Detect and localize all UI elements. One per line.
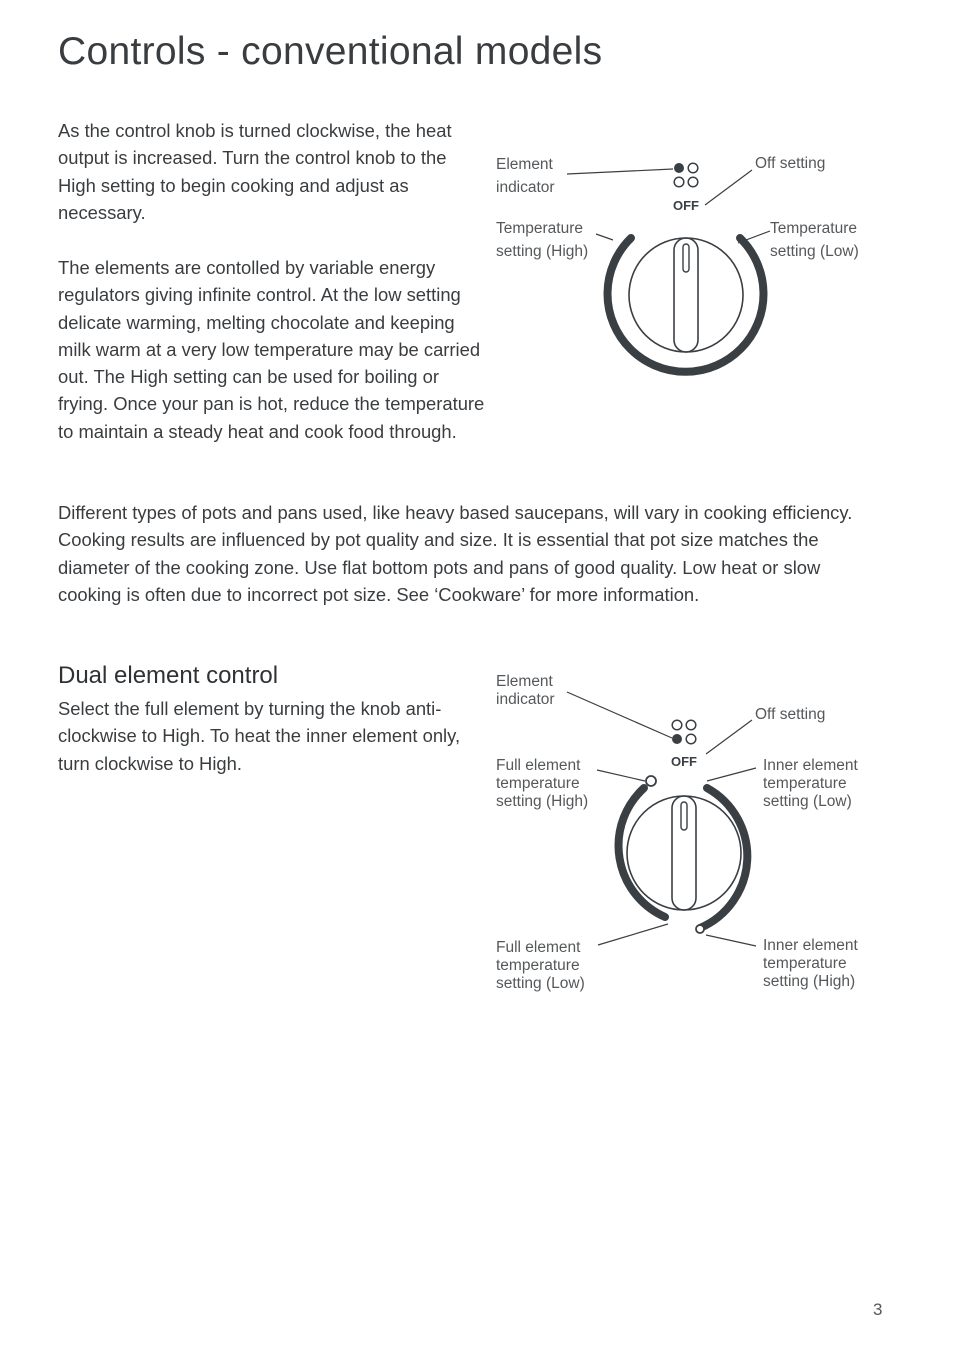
dual-off-setting-leader — [706, 720, 752, 754]
full-element-arc — [619, 788, 665, 917]
page-number: 3 — [873, 1300, 883, 1319]
intro-paragraph-2: The elements are contolled by variable energy regulators giving infinite control. At the low setting delicate warming, melting chocolate and keeping milk warm at a very low temperature may be carried out. The High setting can be used for boiling or frying. Once your pan is hot, reduce the temperature to maintain a steady heat and cook food through. — [58, 257, 485, 442]
full-high-leader — [597, 770, 645, 781]
full-low-leader — [598, 924, 668, 945]
temp-high-label: Temperature setting (High) — [496, 220, 589, 260]
dual-element-indicator-leader — [567, 692, 672, 738]
dual-element-heading: Dual element control — [58, 662, 279, 689]
dual-indicator-dot — [686, 720, 696, 730]
off-setting-label: Off setting — [755, 155, 826, 172]
off-marker: OFF — [673, 198, 699, 213]
dual-knob-body — [627, 796, 741, 910]
dual-indicator-dot-filled — [672, 734, 682, 744]
full-high-marker — [646, 776, 656, 786]
dual-indicator-dot — [672, 720, 682, 730]
temp-low-label: Temperature setting (Low) — [770, 220, 859, 260]
dual-element-indicator-label: Element indicator — [496, 673, 555, 708]
element-indicator-label: Element indicator — [496, 156, 555, 196]
full-low-label: Full element temperature setting (Low) — [496, 939, 585, 992]
dual-off-marker: OFF — [671, 754, 697, 769]
dual-off-setting-label: Off setting — [755, 706, 826, 723]
dual-element-paragraph: Select the full element by turning the knob anti-clockwise to High. To heat the inner element only, turn clockwise to High. — [58, 698, 461, 774]
inner-high-leader — [706, 935, 756, 946]
dual-knob-pointer — [681, 802, 687, 830]
dual-knob-grip — [672, 796, 696, 910]
inner-high-label: Inner element temperature setting (High) — [763, 937, 858, 990]
full-high-label: Full element temperature setting (High) — [496, 757, 589, 810]
intro-paragraph-3: Different types of pots and pans used, like heavy based saucepans, will vary in cooking efficiency. Cooking results are influenced by pot quality and size. It is essential that pot size matches the diameter of the cooking zone. Use flat bottom pots and pans of good quality. Low heat or slow cooking is often due to incorrect pot size. See ‘Cookware’ for more information. — [58, 502, 853, 605]
inner-high-marker — [696, 925, 704, 933]
dual-indicator-dot — [686, 734, 696, 744]
intro-paragraph-1: As the control knob is turned clockwise, the heat output is increased. Turn the control knob to the High setting to begin cooking and adjust as necessary. — [58, 120, 452, 223]
inner-low-label: Inner element temperature setting (Low) — [763, 757, 858, 810]
page-title: Controls - conventional models — [58, 30, 603, 73]
inner-low-leader — [707, 768, 756, 781]
